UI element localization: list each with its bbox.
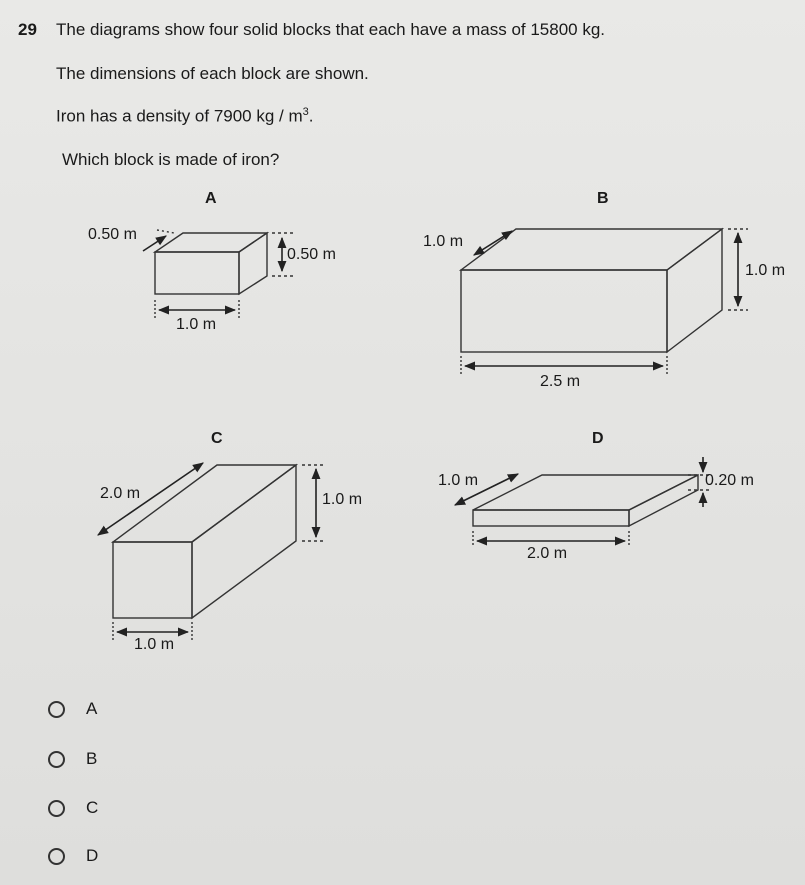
option-a[interactable] (48, 699, 97, 719)
block-a-arrows (143, 236, 282, 310)
option-c-radio[interactable] (48, 800, 65, 817)
block-b-width-label: 2.5 m (540, 373, 581, 390)
block-a-width-label: 1.0 m (176, 316, 217, 333)
density-exponent: 3 (302, 106, 309, 118)
option-c[interactable] (48, 798, 98, 818)
block-d-arrows (455, 457, 703, 541)
block-d-depth-label: 1.0 m (438, 472, 479, 489)
density-period: . (308, 106, 314, 126)
option-d[interactable] (48, 846, 98, 866)
block-d-label: D (592, 430, 604, 447)
block-b-depth-label: 1.0 m (423, 233, 464, 250)
block-d-width-label: 2.0 m (527, 545, 568, 562)
block-a-drawing (155, 230, 295, 318)
block-a-label: A (205, 190, 217, 207)
block-b-drawing (461, 229, 748, 374)
block-b-arrows (465, 231, 738, 366)
block-a-depth-label: 0.50 m (88, 226, 137, 243)
block-c-drawing (113, 465, 325, 640)
question-text-mass: The diagrams show four solid blocks that each have a mass of 15800 kg. (56, 20, 606, 39)
option-d-radio[interactable] (48, 848, 65, 865)
option-a-label: A (86, 699, 98, 718)
block-b-height-label: 1.0 m (745, 262, 786, 279)
question-text-dimensions: The dimensions of each block are shown. (56, 64, 369, 83)
option-b-label: B (86, 749, 98, 768)
block-c-label: C (211, 430, 223, 447)
block-b-label: B (597, 190, 609, 207)
density-text: Iron has a density of 7900 kg / m (56, 106, 303, 126)
block-c-width-label: 1.0 m (134, 636, 175, 653)
block-a-height-label: 0.50 m (287, 246, 336, 263)
block-d-height-label: 0.20 m (705, 472, 754, 489)
block-c-depth-label: 2.0 m (100, 485, 141, 502)
block-d-drawing (473, 475, 712, 545)
option-b-radio[interactable] (48, 751, 65, 768)
option-c-label: C (86, 798, 99, 817)
question-prompt: Which block is made of iron? (62, 150, 280, 169)
option-b[interactable] (48, 749, 97, 769)
option-d-label: D (86, 846, 99, 865)
question-number: 29 (18, 20, 37, 39)
block-c-height-label: 1.0 m (322, 491, 363, 508)
option-a-radio[interactable] (48, 701, 65, 718)
